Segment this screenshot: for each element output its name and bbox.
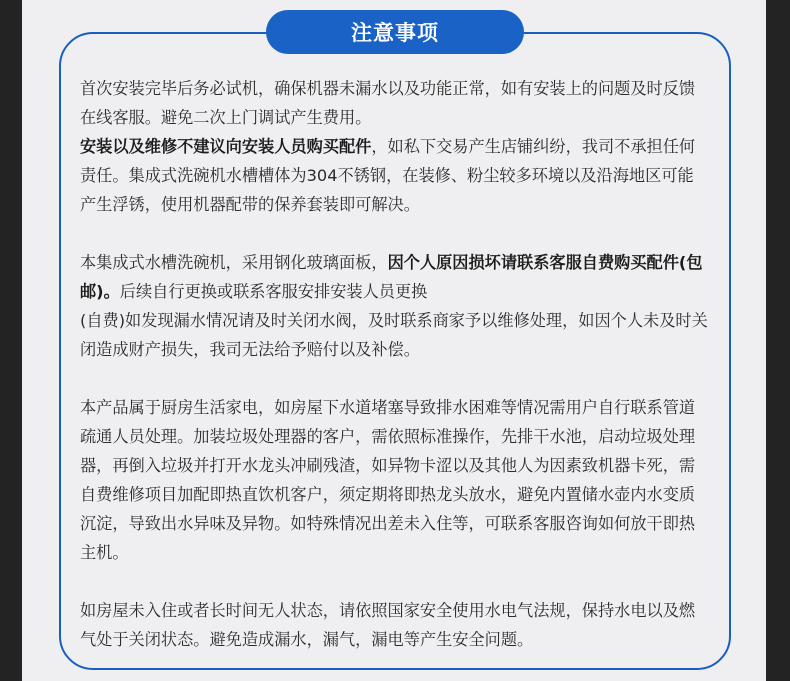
glass-panel-end: (自费)如发现漏水情况请及时关闭水阀，及时联系商家予以维修处理，如因个人未及时关闭造成财产损失，我司无法给予赔付以及补偿。 [80, 311, 708, 359]
parts-warning-bold: 安装以及维修不建议向安装人员购买配件 [80, 137, 372, 156]
paragraph-parts-purchase [80, 132, 708, 219]
glass-panel-mid: 后续自行更换或联系客服安排安装人员更换 [119, 282, 428, 301]
notice-title: 注意事项 [266, 10, 524, 54]
paragraph-gap [80, 219, 708, 248]
paragraph-glass-panel [80, 248, 708, 364]
glass-panel-bold: 因个人原因损坏请联系客服自费购买配件(包邮)。 [80, 253, 703, 301]
paragraph-drainage: 本产品属于厨房生活家电，如房屋下水道堵塞导致排水困难等情况需用户自行联系管道疏通人员处理。加装垃圾处理器的客户，需依照标准操作，先排干水池，启动垃圾处理器，再倒入垃圾并打开水龙头冲刷残渣，如异物卡涩以及其他人为因素致机器卡死，需自费维修项目加配即热直饮机客户，须定期将即热龙头放水，避免内置储水壶内水变质沉淀，导致出水异味及异物。如特殊情况出差未入住等，可联系客服咨询如何放干即热主机。 [80, 398, 696, 562]
parts-warning-text: ，如私下交易产生店铺纠纷，我司不承担任何责任。集成式洗碗机水槽槽体为304不锈钢，在装修、粉尘较多环境以及沿海地区可能产生浮锈，使用机器配带的保养套装即可解决。 [80, 137, 696, 214]
notice-content [80, 74, 708, 654]
paragraph-gap [80, 364, 708, 393]
paragraph-trial-run: 首次安装完毕后务必试机，确保机器未漏水以及功能正常，如有安装上的问题及时反馈在线客服。避免二次上门调试产生费用。 [80, 79, 696, 127]
glass-panel-intro: 本集成式水槽洗碗机，采用钢化玻璃面板， [80, 253, 388, 272]
paragraph-vacancy: 如房屋未入住或者长时间无人状态，请依照国家安全使用水电气法规，保持水电以及燃气处于关闭状态。避免造成漏水，漏气，漏电等产生安全问题。 [80, 601, 696, 649]
paragraph-gap [80, 567, 708, 596]
